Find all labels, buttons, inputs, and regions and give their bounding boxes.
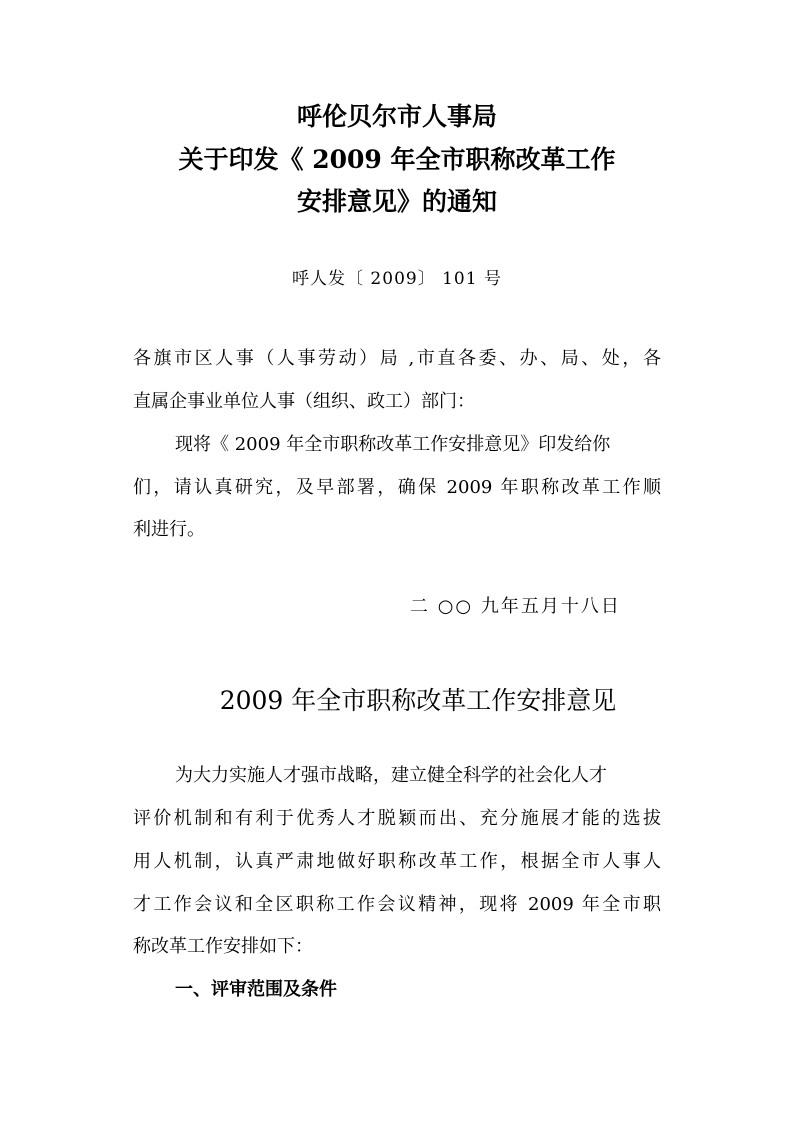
opinion-title: 2009 年全市职称改革工作安排意见 [219,686,617,715]
opinion-paragraph-line-1: 为大力实施人才强市战略，建立健全科学的社会化人才 [175,765,607,786]
opinion-paragraph-line-2: 评价机制和有利于优秀人才脱颖而出、充分施展才能的选拔 [133,808,661,829]
notice-body-line-3: 利进行。 [133,519,205,540]
document-number: 呼人发〔 2009〕 101 号 [292,269,502,289]
notice-title-line-2: 关于印发《 2009 年全市职称改革工作 [178,145,616,174]
opinion-paragraph-line-3: 用人机制，认真严肃地做好职称改革工作，根据全市人事人 [133,851,661,872]
issue-date: 二 ○○ 九年五月十八日 [410,596,621,617]
notice-body-line-1: 现将《 2009 年全市职称改革工作安排意见》印发给你 [175,434,611,455]
notice-title-line-3: 安排意见》的通知 [296,187,497,216]
recipients-line-2: 直属企事业单位人事（组织、政工）部门： [133,391,475,412]
notice-body-line-2: 们，请认真研究，及早部署，确保 2009 年职称改革工作顺 [133,477,661,498]
opinion-paragraph-line-4: 才工作会议和全区职称工作会议精神，现将 2009 年全市职 [133,894,661,915]
recipients-line-1: 各旗市区人事（人事劳动）局 ,市直各委、办、局、处，各 [133,348,661,369]
opinion-paragraph-line-5: 称改革工作安排如下： [133,936,313,957]
notice-title-line-1: 呼伦贝尔市人事局 [296,102,497,131]
section-heading-1: 一、评审范围及条件 [175,979,337,1000]
